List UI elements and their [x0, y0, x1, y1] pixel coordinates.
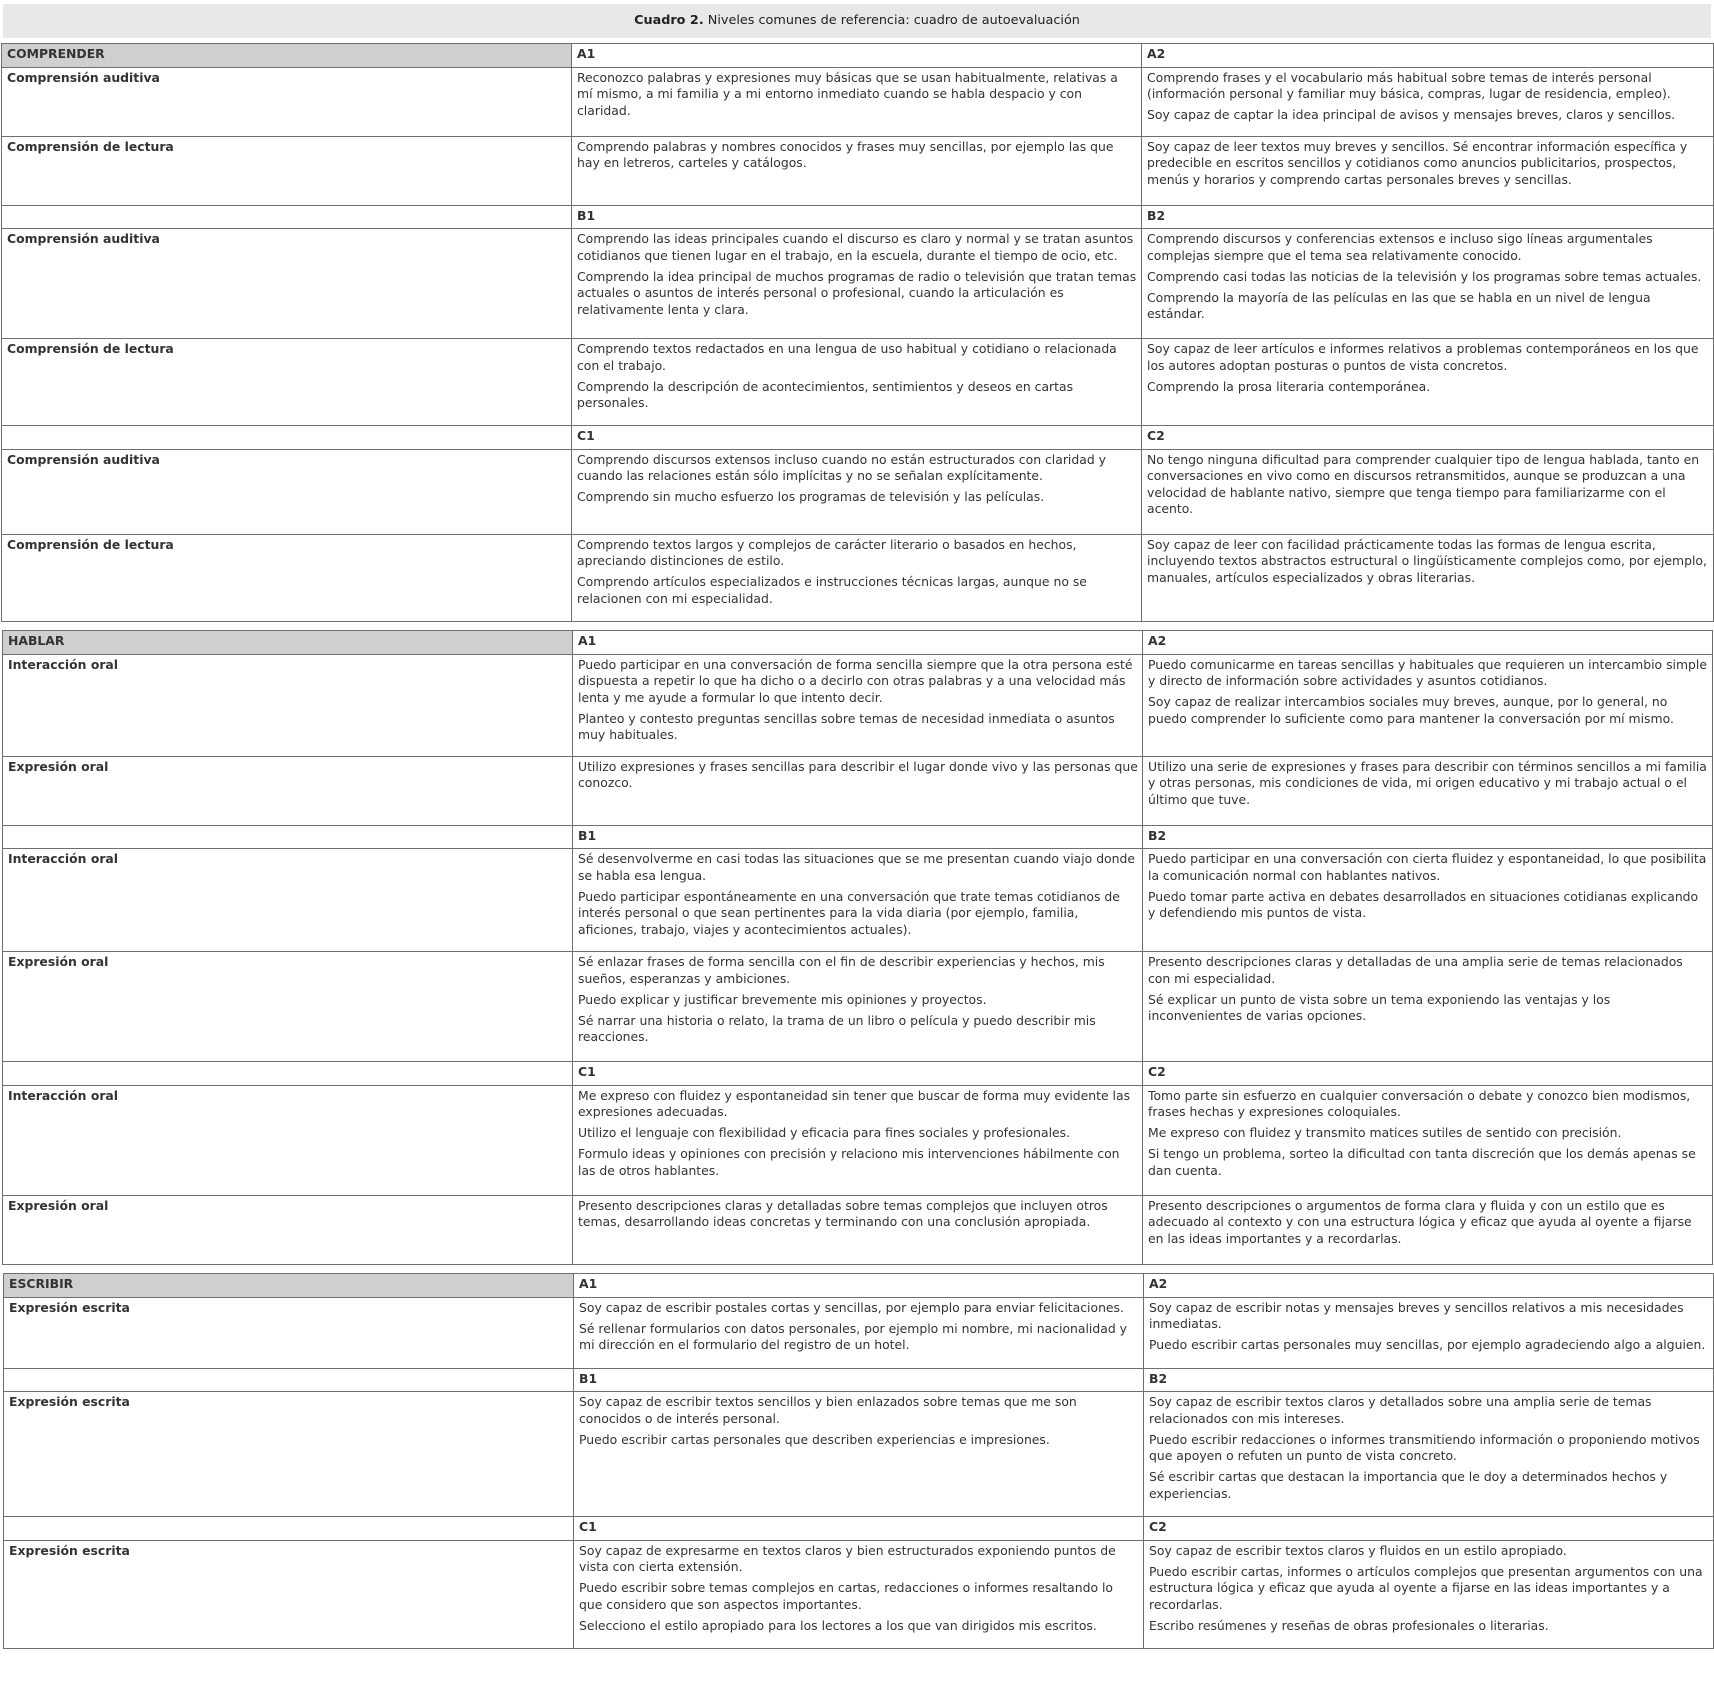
- skill-label: Interacción oral: [3, 1085, 573, 1195]
- descriptor: Escribo resúmenes y reseñas de obras profesionales o literarias.: [1149, 1617, 1549, 1633]
- descriptor: Sé escribir cartas que destacan la importancia que le doy a determinados hechos y experiencias.: [1149, 1469, 1668, 1501]
- descriptor: Soy capaz de realizar intercambios sociales muy breves, aunque, por lo general, no puedo comprender lo suficiente como para mantener la conversación por mí mismo.: [1148, 694, 1674, 726]
- descriptor: Puedo participar espontáneamente en una conversación que trate temas cotidianos de interés personal o que sean pertinentes para la vida diaria (por ejemplo, familia, aficiones, trabajo, viajes y acontecimientos actuales).: [578, 888, 1120, 937]
- descriptor: Soy capaz de leer textos muy breves y sencillos. Sé encontrar información específica y predecible en escritos sencillos y cotidianos como anuncios publicitarios, prospectos, menús y horarios y comprendo cartas personales breves y sencillas.: [1147, 138, 1688, 187]
- descriptor: Puedo escribir cartas, informes o artículos complejos que presentan argumentos con una estructura lógica y eficaz que ayuda al oyente a fijarse en las ideas importantes y a recordarlas.: [1149, 1563, 1703, 1612]
- level-heading: A2: [1142, 44, 1714, 68]
- level-row: [3, 1062, 1713, 1086]
- descriptor: Soy capaz de escribir textos claros y detallados sobre una amplia serie de temas relacionados con mis intereses.: [1149, 1394, 1652, 1426]
- level-heading: B2: [1143, 825, 1713, 849]
- descriptor: Utilizo una serie de expresiones y frases para describir con términos sencillos a mi familia y otras personas, mis condiciones de vida, mi origen educativo y mi trabajo actual o el último que tuve.: [1148, 758, 1707, 807]
- descriptor-cell: [573, 756, 1143, 825]
- descriptor: Selecciono el estilo apropiado para los lectores a los que van dirigidos mis escritos.: [579, 1617, 1097, 1633]
- descriptor-cell: [573, 952, 1143, 1062]
- descriptor-cell: [573, 654, 1143, 756]
- descriptor: Comprendo la mayoría de las películas en las que se habla en un nivel de lengua estándar.: [1147, 289, 1651, 321]
- level-row: [4, 1517, 1714, 1541]
- level-row: [4, 1368, 1714, 1392]
- level-row: [2, 205, 1714, 229]
- descriptor: Sé narrar una historia o relato, la trama de un libro o película y puedo describir mis reacciones.: [578, 1012, 1096, 1044]
- empty-cell: [4, 1517, 574, 1541]
- table-caption: [3, 4, 1711, 38]
- descriptor: Comprendo discursos y conferencias extensos e incluso sigo líneas argumentales complejas siempre que el tema sea relativamente conocido.: [1147, 231, 1653, 263]
- descriptor: Puedo tomar parte activa en debates desarrollados en situaciones cotidianas explicando y defendiendo mis puntos de vista.: [1148, 888, 1699, 920]
- caption-title: Niveles comunes de referencia: cuadro de autoevaluación: [703, 13, 1080, 28]
- descriptor-cell: [1143, 654, 1713, 756]
- section-header-row: [3, 631, 1713, 655]
- level-heading: A2: [1144, 1274, 1714, 1298]
- descriptor: Comprendo artículos especializados e instrucciones técnicas largas, aunque no se relacionen con mi especialidad.: [577, 574, 1087, 606]
- skill-label: Expresión oral: [3, 952, 573, 1062]
- table-row: [2, 136, 1714, 205]
- section-hablar: [2, 630, 1713, 1265]
- descriptor: Reconozco palabras y expresiones muy básicas que se usan habitualmente, relativas a mí mismo, a mi familia y a mi entorno inmediato cuando se habla despacio y con claridad.: [577, 69, 1118, 118]
- level-heading: A1: [574, 1274, 1144, 1298]
- descriptor: Puedo escribir cartas personales muy sencillas, por ejemplo agradeciendo algo a alguien.: [1149, 1337, 1706, 1352]
- descriptor-cell: [1143, 756, 1713, 825]
- level-heading: A1: [572, 44, 1142, 68]
- section-title: HABLAR: [3, 631, 573, 655]
- skill-label: Comprensión auditiva: [2, 449, 572, 534]
- descriptor-cell: [574, 1297, 1144, 1368]
- descriptor-cell: [1143, 849, 1713, 952]
- descriptor-cell: [1142, 229, 1714, 339]
- descriptor-cell: [1142, 67, 1714, 136]
- descriptor: Soy capaz de expresarme en textos claros y bien estructurados exponiendo puntos de vista con cierta extensión.: [579, 1542, 1116, 1574]
- descriptor: Formulo ideas y opiniones con precisión y relaciono mis intervenciones hábilmente con las de otros hablantes.: [578, 1146, 1120, 1178]
- descriptor: Comprendo frases y el vocabulario más habitual sobre temas de interés personal (información personal y familiar muy básica, compras, lugar de residencia, empleo).: [1147, 69, 1671, 101]
- level-heading: C2: [1143, 1062, 1713, 1086]
- descriptor-cell: [1142, 449, 1714, 534]
- descriptor: Planteo y contesto preguntas sencillas sobre temas de necesidad inmediata o asuntos muy habituales.: [578, 710, 1115, 742]
- descriptor: Puedo escribir cartas personales que describen experiencias e impresiones.: [579, 1431, 1050, 1447]
- descriptor-cell: [1143, 952, 1713, 1062]
- descriptor-cell: [572, 449, 1142, 534]
- descriptor-cell: [1143, 1085, 1713, 1195]
- level-heading: C2: [1142, 426, 1714, 450]
- section-header-row: [2, 44, 1714, 68]
- descriptor: Me expreso con fluidez y espontaneidad sin tener que buscar de forma muy evidente las expresiones adecuadas.: [578, 1087, 1131, 1119]
- section-comprender: [1, 43, 1714, 622]
- descriptor: Sé enlazar frases de forma sencilla con el fin de describir experiencias y hechos, mis sueños, esperanzas y ambiciones.: [578, 954, 1105, 986]
- descriptor: Soy capaz de leer con facilidad prácticamente todas las formas de lengua escrita, incluyendo textos abstractos estructural o lingüísticamente complejos como, por ejemplo, manuales, artículos especializados y obras literarias.: [1147, 536, 1707, 585]
- descriptor: Utilizo expresiones y frases sencillas para describir el lugar donde vivo y las personas que conozco.: [578, 758, 1138, 790]
- descriptor: Puedo comunicarme en tareas sencillas y habituales que requieren un intercambio simple y directo de información sobre actividades y asuntos cotidianos.: [1148, 656, 1707, 688]
- skill-label: Comprensión auditiva: [2, 67, 572, 136]
- empty-cell: [2, 205, 572, 229]
- descriptor: Comprendo textos largos y complejos de carácter literario o basados en hechos, apreciando distinciones de estilo.: [577, 536, 1077, 568]
- level-heading: C1: [572, 426, 1142, 450]
- table-row: [3, 756, 1713, 825]
- descriptor: Comprendo textos redactados en una lengua de uso habitual y cotidiano o relacionada con el trabajo.: [577, 341, 1117, 373]
- descriptor: Comprendo casi todas las noticias de la televisión y los programas sobre temas actuales.: [1147, 268, 1702, 284]
- descriptor: Comprendo discursos extensos incluso cuando no están estructurados con claridad y cuando las relaciones están sólo implícitas y no se señalan explícitamente.: [577, 451, 1106, 483]
- descriptor-cell: [1144, 1540, 1714, 1648]
- descriptor-cell: [573, 1085, 1143, 1195]
- descriptor: No tengo ninguna dificultad para comprender cualquier tipo de lengua hablada, tanto en conversaciones en vivo como en discursos retransmitidos, aunque se produzcan a una velocidad de hablante nativo, siempre que tenga tiempo para familiarizarme con el acento.: [1147, 451, 1700, 516]
- empty-cell: [4, 1368, 574, 1392]
- descriptor: Me expreso con fluidez y transmito matices sutiles de sentido con precisión.: [1148, 1125, 1622, 1140]
- level-heading: A2: [1143, 631, 1713, 655]
- skill-label: Comprensión auditiva: [2, 229, 572, 339]
- descriptor-cell: [574, 1540, 1144, 1648]
- descriptor: Puedo explicar y justificar brevemente mis opiniones y proyectos.: [578, 991, 987, 1007]
- level-row: [3, 825, 1713, 849]
- level-heading: C1: [573, 1062, 1143, 1086]
- descriptor-cell: [1142, 339, 1714, 426]
- skill-label: Interacción oral: [3, 654, 573, 756]
- descriptor: Comprendo sin mucho esfuerzo los programas de televisión y las películas.: [577, 489, 1045, 504]
- level-heading: B1: [572, 205, 1142, 229]
- descriptor-cell: [573, 849, 1143, 952]
- section-escribir: [3, 1273, 1714, 1649]
- table-row: [4, 1540, 1714, 1648]
- skill-label: Expresión escrita: [4, 1540, 574, 1648]
- descriptor: Puedo escribir sobre temas complejos en cartas, redacciones o informes resaltando lo que considero que son aspectos importantes.: [579, 1580, 1114, 1612]
- table-row: [3, 849, 1713, 952]
- descriptor: Soy capaz de escribir textos sencillos y bien enlazados sobre temas que me son conocidos o de interés personal.: [579, 1394, 1077, 1426]
- level-heading: C2: [1144, 1517, 1714, 1541]
- descriptor-cell: [1144, 1297, 1714, 1368]
- section-title: COMPRENDER: [2, 44, 572, 68]
- descriptor: Presento descripciones claras y detalladas sobre temas complejos que incluyen otros temas, desarrollando ideas concretas y terminando con una conclusión apropiada.: [578, 1197, 1108, 1229]
- section-header-row: [4, 1274, 1714, 1298]
- descriptor: Utilizo el lenguaje con flexibilidad y eficacia para fines sociales y profesionales.: [578, 1125, 1071, 1140]
- descriptor-cell: [1142, 136, 1714, 205]
- level-row: [2, 426, 1714, 450]
- empty-cell: [3, 1062, 573, 1086]
- descriptor: Soy capaz de escribir notas y mensajes breves y sencillos relativos a mis necesidades inmediatas.: [1149, 1299, 1684, 1331]
- level-heading: B1: [574, 1368, 1144, 1392]
- skill-label: Expresión escrita: [4, 1297, 574, 1368]
- descriptor-cell: [572, 229, 1142, 339]
- table-row: [2, 67, 1714, 136]
- descriptor-cell: [573, 1195, 1143, 1264]
- descriptor: Comprendo la descripción de acontecimientos, sentimientos y deseos en cartas personales.: [577, 378, 1074, 410]
- skill-label: Comprensión de lectura: [2, 534, 572, 621]
- descriptor: Puedo escribir redacciones o informes transmitiendo información o proponiendo motivos que apoyen o refuten un punto de vista concreto.: [1149, 1431, 1700, 1463]
- descriptor-cell: [572, 136, 1142, 205]
- descriptor: Si tengo un problema, sorteo la dificultad con tanta discreción que los demás apenas se dan cuenta.: [1148, 1146, 1696, 1178]
- descriptor-cell: [572, 534, 1142, 621]
- section-title: ESCRIBIR: [4, 1274, 574, 1298]
- descriptor: Comprendo la prosa literaria contemporánea.: [1147, 378, 1431, 394]
- descriptor-cell: [1143, 1195, 1713, 1264]
- descriptor: Sé desenvolverme en casi todas las situaciones que se me presentan cuando viajo donde se habla esa lengua.: [578, 851, 1135, 883]
- table-row: [3, 654, 1713, 756]
- descriptor: Comprendo las ideas principales cuando el discurso es claro y normal y se tratan asuntos cotidianos que tienen lugar en el trabajo, en la escuela, durante el tiempo de ocio, etc.: [577, 231, 1134, 263]
- table-row: [3, 1085, 1713, 1195]
- level-heading: A1: [573, 631, 1143, 655]
- descriptor: Presento descripciones o argumentos de forma clara y fluida y con un estilo que es adecuado al contexto y con una estructura lógica y eficaz que ayuda al oyente a fijarse en las ideas importantes y a recordarlas.: [1148, 1197, 1692, 1246]
- descriptor: Comprendo palabras y nombres conocidos y frases muy sencillas, por ejemplo las que hay en letreros, carteles y catálogos.: [577, 138, 1114, 170]
- skill-label: Interacción oral: [3, 849, 573, 952]
- level-heading: B1: [573, 825, 1143, 849]
- descriptor: Sé rellenar formularios con datos personales, por ejemplo mi nombre, mi nacionalidad y mi dirección en el formulario del registro de un hotel.: [579, 1320, 1127, 1352]
- level-heading: B2: [1144, 1368, 1714, 1392]
- table-row: [2, 449, 1714, 534]
- descriptor-cell: [572, 67, 1142, 136]
- empty-cell: [2, 426, 572, 450]
- table-row: [2, 339, 1714, 426]
- level-heading: C1: [574, 1517, 1144, 1541]
- descriptor: Soy capaz de captar la idea principal de avisos y mensajes breves, claros y sencillos.: [1147, 107, 1676, 122]
- table-row: [4, 1297, 1714, 1368]
- skill-label: Expresión escrita: [4, 1392, 574, 1517]
- descriptor: Puedo participar en una conversación de forma sencilla siempre que la otra persona esté dispuesta a repetir lo que ha dicho o a decirlo con otras palabras y a una velocidad más lenta y me ayude a formular lo que intento decir.: [578, 656, 1133, 705]
- table-row: [2, 534, 1714, 621]
- table-row: [3, 1195, 1713, 1264]
- table-row: [4, 1392, 1714, 1517]
- descriptor: Soy capaz de leer artículos e informes relativos a problemas contemporáneos en los que los autores adoptan posturas o puntos de vista concretos.: [1147, 341, 1699, 373]
- skill-label: Comprensión de lectura: [2, 136, 572, 205]
- descriptor: Comprendo la idea principal de muchos programas de radio o televisión que tratan temas actuales o asuntos de interés personal o profesional, cuando la articulación es relativamente lenta y clara.: [577, 268, 1137, 317]
- caption-number: Cuadro 2.: [634, 13, 704, 28]
- empty-cell: [3, 825, 573, 849]
- descriptor-cell: [1142, 534, 1714, 621]
- skill-label: Expresión oral: [3, 756, 573, 825]
- descriptor: Soy capaz de escribir postales cortas y sencillas, por ejemplo para enviar felicitaciones.: [579, 1299, 1124, 1315]
- descriptor-cell: [572, 339, 1142, 426]
- table-row: [2, 229, 1714, 339]
- descriptor: Puedo participar en una conversación con cierta fluidez y espontaneidad, lo que posibilita la comunicación normal con hablantes nativos.: [1148, 851, 1707, 883]
- descriptor: Presento descripciones claras y detalladas de una amplia serie de temas relacionados con mi especialidad.: [1148, 954, 1683, 986]
- descriptor-cell: [574, 1392, 1144, 1517]
- level-heading: B2: [1142, 205, 1714, 229]
- table-row: [3, 952, 1713, 1062]
- descriptor: Tomo parte sin esfuerzo en cualquier conversación o debate y conozco bien modismos, frases hechas y expresiones coloquiales.: [1148, 1087, 1691, 1119]
- descriptor: Soy capaz de escribir textos claros y fluidos en un estilo apropiado.: [1149, 1542, 1567, 1558]
- descriptor-cell: [1144, 1392, 1714, 1517]
- descriptor: Sé explicar un punto de vista sobre un tema exponiendo las ventajas y los inconvenientes de varias opciones.: [1148, 991, 1611, 1023]
- skill-label: Expresión oral: [3, 1195, 573, 1264]
- skill-label: Comprensión de lectura: [2, 339, 572, 426]
